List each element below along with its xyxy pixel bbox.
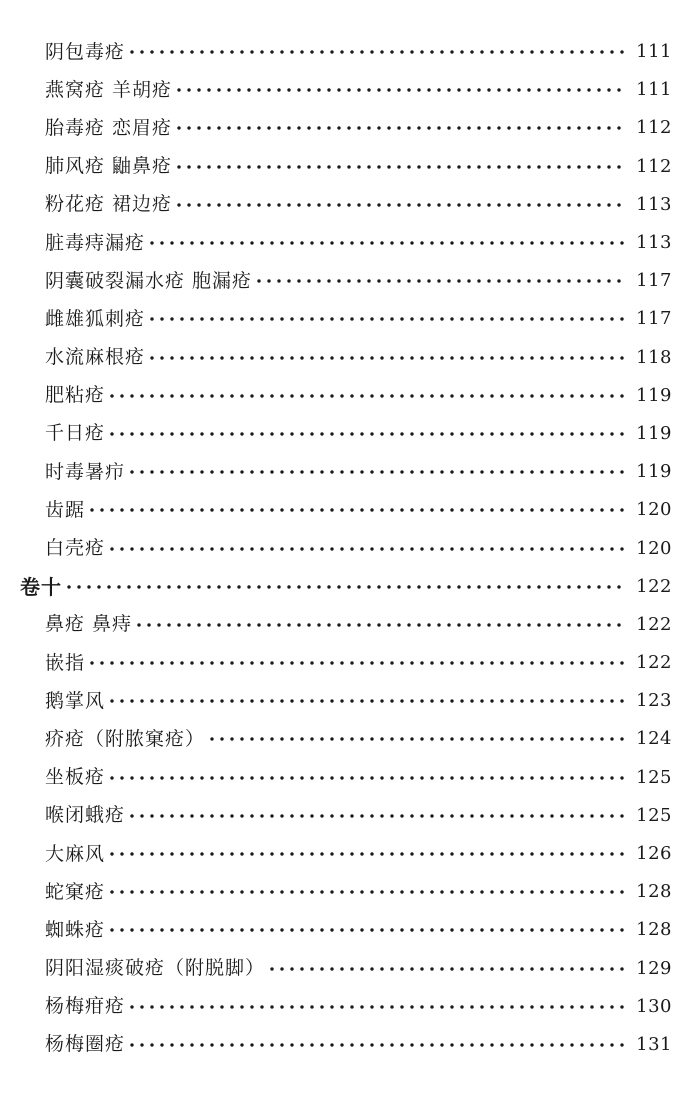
toc-entry (0, 453, 700, 491)
toc-dot-leader (107, 927, 626, 933)
toc-entry (0, 491, 700, 529)
toc-page-number: 119 (636, 384, 672, 406)
toc-entry (0, 911, 700, 949)
toc-entry-title: 蛇窠疮 (45, 880, 106, 903)
toc-page-number: 119 (636, 461, 672, 483)
toc-entry-title: 蜘蛛疮 (45, 918, 106, 941)
toc-dot-leader (107, 546, 626, 552)
toc-page-number: 126 (636, 843, 672, 865)
toc-entry (0, 148, 700, 186)
toc-entry-title: 肺风疮 鼬鼻疮 (45, 155, 173, 178)
toc-dot-leader (127, 1042, 626, 1048)
toc-page-number: 117 (636, 308, 672, 330)
toc-dot-leader (254, 278, 626, 284)
toc-page-number: 118 (636, 346, 672, 368)
toc-dot-leader (107, 851, 626, 857)
toc-entry (0, 109, 700, 147)
toc-entry (0, 339, 700, 377)
toc-page-number: 131 (636, 1033, 672, 1055)
toc-entry-title: 脏毒痔漏疮 (45, 231, 146, 254)
toc-dot-leader (207, 736, 626, 742)
toc-dot-leader (64, 584, 626, 590)
toc-entry (0, 186, 700, 224)
toc-page-number: 111 (636, 41, 672, 63)
toc-entry-title: 阴阳湿痰破疮（附脱脚） (45, 957, 266, 980)
toc-entry (0, 797, 700, 835)
toc-entry (0, 300, 700, 338)
toc-entry-title: 胎毒疮 恋眉疮 (45, 116, 173, 139)
toc-entry (0, 720, 700, 758)
toc-entry (0, 644, 700, 682)
toc-page-number: 130 (636, 995, 672, 1017)
toc-entry-title: 粉花疮 裙边疮 (45, 193, 173, 216)
toc-page-number: 122 (636, 613, 672, 635)
toc-page-number: 111 (636, 79, 672, 101)
toc-dot-leader (174, 202, 626, 208)
toc-dot-leader (174, 125, 626, 131)
toc-page-number: 122 (636, 575, 672, 597)
toc-page-number: 129 (636, 957, 672, 979)
toc-dot-leader (107, 775, 626, 781)
toc-entry (0, 415, 700, 453)
table-of-contents (0, 33, 700, 1064)
toc-page-number: 120 (636, 537, 672, 559)
toc-entry (0, 873, 700, 911)
toc-entry (0, 682, 700, 720)
toc-page-number: 112 (636, 155, 672, 177)
toc-dot-leader (134, 622, 626, 628)
toc-dot-leader (127, 1004, 626, 1010)
toc-dot-leader (147, 240, 626, 246)
toc-entry-title: 卷十 (20, 574, 62, 599)
toc-page-number: 113 (636, 232, 672, 254)
toc-dot-leader (147, 355, 626, 361)
toc-entry-title: 杨梅疳疮 (45, 995, 126, 1018)
toc-dot-leader (107, 393, 626, 399)
toc-entry-title: 千日疮 (45, 422, 106, 445)
toc-entry (0, 759, 700, 797)
toc-entry (0, 224, 700, 262)
toc-dot-leader (127, 469, 626, 475)
toc-entry (0, 835, 700, 873)
toc-entry (0, 529, 700, 567)
toc-entry-title: 疥疮（附脓窠疮） (45, 727, 206, 750)
toc-page-number: 113 (636, 193, 672, 215)
toc-page-number: 124 (636, 728, 672, 750)
toc-entry (0, 950, 700, 988)
toc-entry-title: 喉闭蛾疮 (45, 804, 126, 827)
toc-dot-leader (174, 164, 626, 170)
toc-entry-title: 鹅掌风 (45, 689, 106, 712)
toc-dot-leader (127, 813, 626, 819)
toc-page-number: 123 (636, 690, 672, 712)
toc-entry-title: 阴囊破裂漏水疮 胞漏疮 (45, 269, 253, 292)
toc-dot-leader (174, 87, 626, 93)
toc-page-number: 122 (636, 652, 672, 674)
toc-page-number: 128 (636, 919, 672, 941)
toc-entry-title: 鼻疮 鼻痔 (45, 613, 133, 636)
toc-entry-title: 嵌指 (45, 651, 86, 674)
toc-page-number: 117 (636, 270, 672, 292)
toc-entry (0, 988, 700, 1026)
toc-dot-leader (87, 660, 626, 666)
toc-entry (0, 71, 700, 109)
toc-page-number: 120 (636, 499, 672, 521)
toc-page-number: 112 (636, 117, 672, 139)
toc-entry-title: 时毒暑疖 (45, 460, 126, 483)
toc-dot-leader (267, 966, 626, 972)
toc-entry (0, 262, 700, 300)
toc-entry-title: 水流麻根疮 (45, 346, 146, 369)
toc-entry-title: 大麻风 (45, 842, 106, 865)
toc-entry (0, 1026, 700, 1064)
toc-dot-leader (87, 507, 626, 513)
toc-entry-title: 杨梅圈疮 (45, 1033, 126, 1056)
toc-entry (0, 377, 700, 415)
toc-entry (0, 33, 700, 71)
toc-entry (0, 606, 700, 644)
toc-dot-leader (147, 316, 626, 322)
toc-entry-title: 白壳疮 (45, 537, 106, 560)
toc-entry-title: 阴包毒疮 (45, 40, 126, 63)
toc-chapter-heading (0, 568, 700, 606)
toc-entry-title: 坐板疮 (45, 766, 106, 789)
toc-page-number: 119 (636, 422, 672, 444)
toc-entry-title: 肥粘疮 (45, 384, 106, 407)
toc-entry-title: 齿踞 (45, 498, 86, 521)
toc-dot-leader (127, 49, 626, 55)
toc-page-number: 128 (636, 881, 672, 903)
toc-entry-title: 燕窝疮 羊胡疮 (45, 78, 173, 101)
toc-dot-leader (107, 431, 626, 437)
toc-page-number: 125 (636, 766, 672, 788)
toc-dot-leader (107, 889, 626, 895)
toc-entry-title: 雌雄狐刺疮 (45, 307, 146, 330)
toc-dot-leader (107, 698, 626, 704)
toc-page-number: 125 (636, 804, 672, 826)
